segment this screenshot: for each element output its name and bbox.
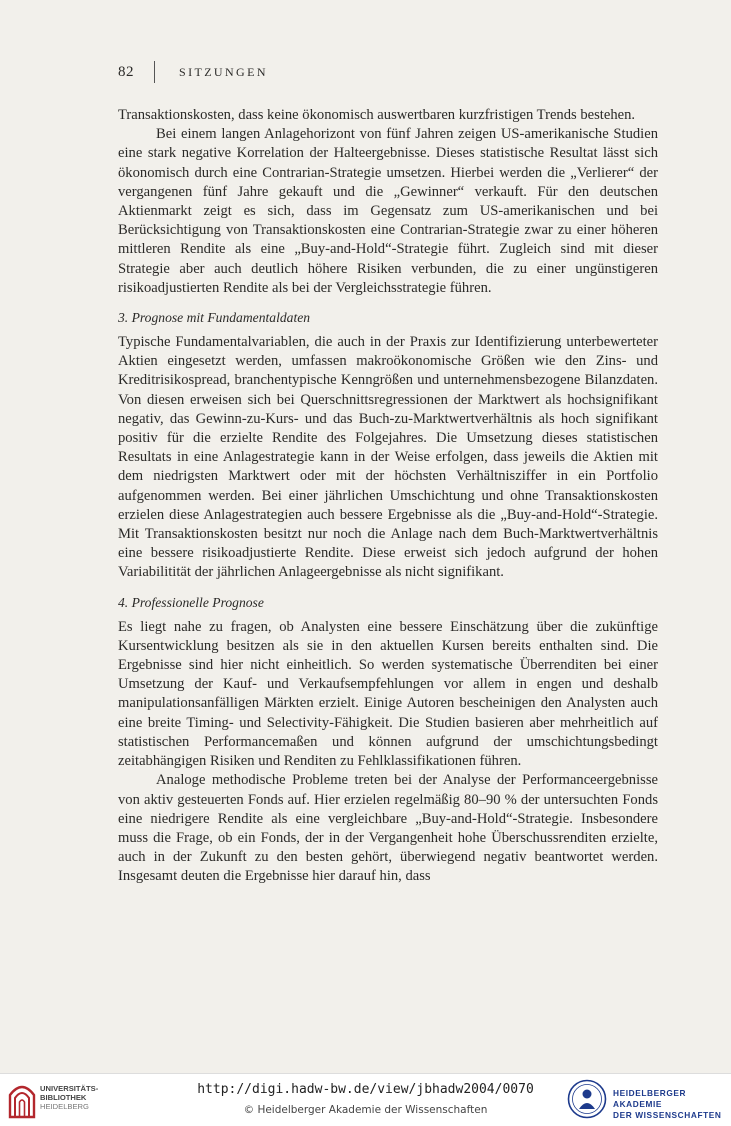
permalink-url[interactable]: http://digi.hadw-bw.de/view/jbhadw2004/0070 [197,1082,534,1097]
page-number: 82 [118,63,134,80]
running-head: SITZUNGEN [179,64,268,79]
paragraph: Typische Fundamentalvariablen, die auch in der Praxis zur Identifizierung unterbewerteter Aktien eingesetzt werden, umfassen makroökonomische Größen wie den Zins- und Kreditrisikospread, branchentypische Kenngrößen und unternehmensbezogene Bilanzdaten. Von diesen erweisen sich bei Querschnittsregressionen der Marktwert als hochsignifikant negativ, das Gewinn-zu-Kurs- und das Buch-zu-Marktwertverhältnis als hoch signifikant positiv für die erzielte Rendite des Folgejahres. Die Umsetzung dieses statistischen Resultats in eine Anlagestrategie kann in der Weise erfolgen, dass jeweils die Aktien mit dem niedrigsten Marktwert oder mit der höchsten Verhältnisziffer in ein Portfolio aufgenommen werden. Bei einer jährlichen Umschichtung und ohne Transaktionskosten erzielen diese Anlagestrategien auch bessere Ergebnisse als die „Buy-and-Hold“-Strategie. Mit Transaktionskosten besitzt nur noch die Anlage nach dem Buch-Marktwertverhältnis eine bessere risikoadjustierte Rendite. Diese erweist sich jedoch aufgrund der hohen Variabilitität der jährlichen Anlageergebnisse als nicht signifikant. [118,334,658,581]
academy-name: HEIDELBERGER AKADEMIE DER WISSENSCHAFTEN [613,1088,722,1120]
copyright-notice: © Heidelberger Akademie der Wissenschaften [243,1104,488,1116]
page-header [118,60,268,84]
library-name: UNIVERSITÄTS- BIBLIOTHEK HEIDELBERG [40,1084,99,1111]
section-heading: 3. Prognose mit Fundamentaldaten [118,310,311,326]
academy-seal-icon [567,1079,607,1119]
paragraph: Analoge methodische Probleme treten bei der Analyse der Performanceergebnisse von aktiv gesteuerten Fonds auf. Hier erzielen regelmäßig 80–90 % der untersuchten Fonds eine niedrigere Rendite als eine vergleichbare „Buy-and-Hold“-Strategie. Insbesondere muss die Frage, ob ein Fonds, der in der Vergangenheit hohe Überschussrenditen erzielte, auch in der Zukunft zu den besten gehört, überwiegend negativ beantwortet werden. Insgesamt deuten die Ergebnisse hier darauf hin, dass [118,772,658,885]
viewer-footer [0,1073,731,1126]
header-divider [154,61,155,83]
paragraph: Transaktionskosten, dass keine ökonomisch auswertbaren kurzfristigen Trends bestehen. [118,107,636,123]
paragraph: Bei einem langen Anlagehorizont von fünf Jahren zeigen US-amerikanische Studien eine stark negative Korrelation der Halteergebnisse. Dieses statistische Resultat lässt sich ökonomisch durch eine Contrarian-Strategie umsetzen. Hierbei werden die „Verlierer“ der vergangenen fünf Jahre gekauft und die „Gewinner“ verkauft. Für den deutschen Aktienmarkt zeigt es sich, dass im Gegensatz zum US-amerikanischen und bei Berücksichtigung von Transaktionskosten eine Contrarian-Strategie zwar zu einer höheren mittleren Rendite als eine „Buy-and-Hold“-Strategie führt. Zugleich sind mit dieser Strategie aber auch deutlich höhere Risiken verbunden, die zu einer ungünstigeren risikoadjustierten Rendite als bei der Vergleichsstrategie führen. [118,126,658,296]
paragraph: Es liegt nahe zu fragen, ob Analysten eine bessere Einschätzung über die zukünftige Kursentwicklung besitzen als sie in den aktuellen Kursen bereits enthalten sind. Die Ergebnisse sind hier nicht einheitlich. So werden systematische Überrenditen bei einer Umsetzung der Kauf- und Verkaufsempfehlungen vor allem in engen und deshalb manipulationsanfälligen Märkten erzielt. Einige Autoren bescheinigen den Analysten auch eine breite Timing- und Selectivity-Fähigkeit. Die Studien basieren aber mehrheitlich auf statistischen Performancemaßen und können aufgrund der umschichtungsbedingt zeitabhängigen Risiken und Renditen zu Fehlklassifikationen führen. [118,618,658,770]
body-text [118,106,658,887]
section-heading: 4. Professionelle Prognose [118,594,264,610]
